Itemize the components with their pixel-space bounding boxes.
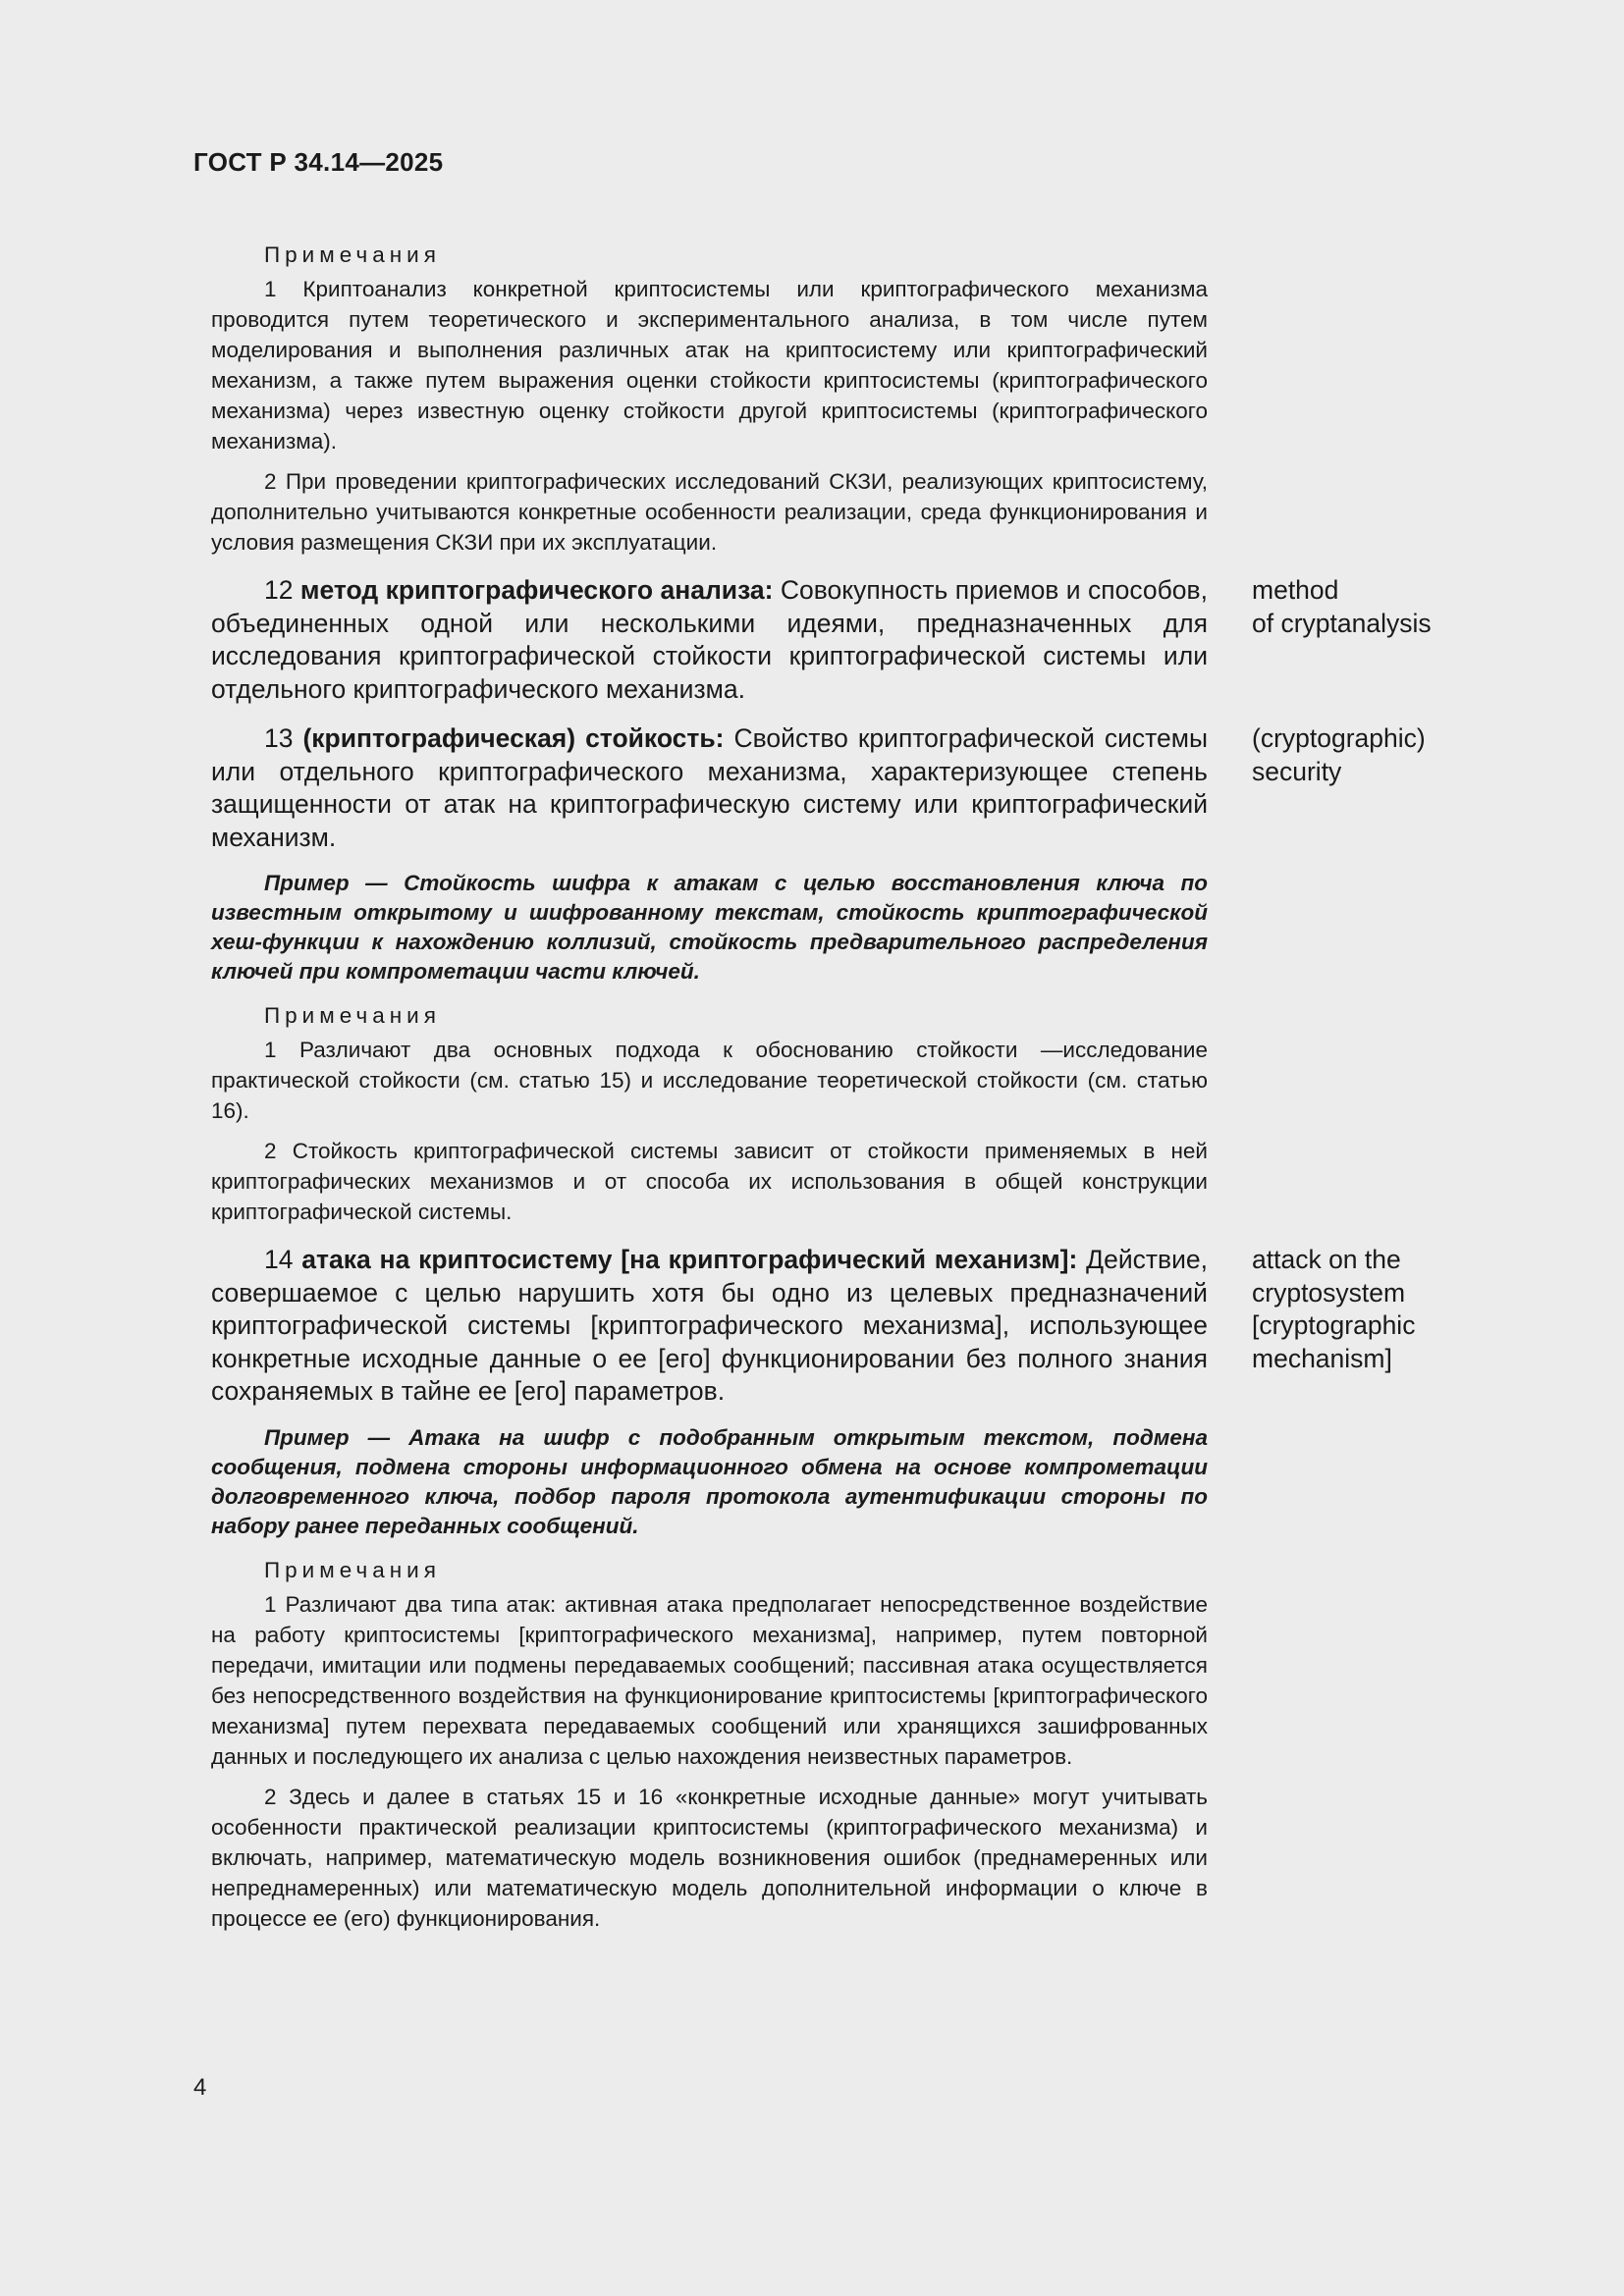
note-item: 1 Криптоанализ конкретной криптосистемы или криптографического механизма проводится путем теоретического и экспериментального анализа, в том числе путем моделирования и выполнения различных атак на криптосистему или криптографический механизм, а также путем выражения оценки стойкости криптосистемы (криптографического механизма) через известную оценку стойкости другой криптосистемы (криптографического механизма).	[211, 277, 1208, 454]
term-paragraph	[211, 1244, 1208, 1409]
english-equivalent	[1252, 1244, 1488, 1375]
note-item: 2 При проведении криптографических исследований СКЗИ, реализующих криптосистему, дополнительно учитываются конкретные особенности реализации, среда функционирования и условия размещения СКЗИ при их эксплуатации.	[211, 469, 1208, 555]
english-line: (cryptographic)	[1252, 723, 1426, 753]
term-entry-12	[211, 574, 1432, 706]
english-equivalent	[1252, 722, 1488, 788]
term-number: 13	[264, 723, 294, 753]
term-paragraph	[211, 574, 1208, 706]
english-line: method	[1252, 575, 1339, 605]
term-definition: Совокупность приемов и способов, объединенных одной или несколькими идеями, предназначенных для исследования криптографической стойкости криптографической системы или отдельного криптографического механизма.	[211, 575, 1208, 704]
notes-heading: Примечания	[264, 1003, 441, 1028]
page-number: 4	[193, 2074, 207, 2101]
term-entry-14	[211, 1244, 1416, 1409]
english-line: attack on the	[1252, 1245, 1401, 1274]
term-entry-13	[211, 722, 1426, 854]
note-item: 1 Различают два типа атак: активная атака предполагает непосредственное воздействие на работу криптосистемы [криптографического механизма], например, путем повторной передачи, имитации или подмены передаваемых сообщений; пассивная атака осуществляется без непосредственного воздействия на функционирование криптосистемы [криптографического механизма] путем перехвата передаваемых сообщений или хранящихся зашифрованных данных и последующего их анализа с целью нахождения неизвестных параметров.	[211, 1591, 1208, 1769]
note-item: 1 Различают два основных подхода к обоснованию стойкости —исследование практической стойкости (см. статью 15) и исследование теоретической стойкости (см. статью 16).	[211, 1038, 1208, 1123]
term-name: метод криптографического анализа:	[299, 575, 774, 605]
english-line: [cryptographic	[1252, 1310, 1416, 1340]
english-equivalent	[1252, 574, 1488, 640]
document-body	[211, 240, 1432, 1934]
english-line: cryptosystem	[1252, 1277, 1406, 1308]
notes-section	[211, 1000, 1208, 1227]
term-name: (криптографическая) стойкость:	[302, 723, 725, 753]
notes-section	[211, 240, 1208, 558]
term-name: атака на криптосистему [на криптографический механизм]:	[301, 1245, 1078, 1274]
term-number: 14	[264, 1245, 294, 1274]
term-definition: Свойство криптографической системы или отдельного криптографического механизма, характеризующее степень защищенности от атак на криптографическую систему или криптографический механизм.	[211, 723, 1208, 852]
example-text: Пример — Стойкость шифра к атакам с целью восстановления ключа по известным открытому и шифрованному текстам, стойкость криптографической хеш-функции к нахождению коллизий, стойкость предварительного распределения ключей при компрометации части ключей.	[211, 871, 1208, 984]
document-header: ГОСТ Р 34.14—2025	[193, 147, 444, 177]
notes-section	[211, 1555, 1208, 1934]
note-item: 2 Здесь и далее в статьях 15 и 16 «конкретные исходные данные» могут учитывать особенности практической реализации криптосистемы (криптографического механизма) и включать, например, математическую модель возникновения ошибок (преднамеренных или непреднамеренных) или математическую модель дополнительной информации о ключе в процессе ее (его) функционирования.	[211, 1784, 1208, 1931]
notes-heading: Примечания	[264, 1557, 441, 1582]
term-definition: Действие, совершаемое с целью нарушить хотя бы одно из целевых предназначений криптографической системы [криптографического механизма], использующее конкретные исходные данные о ее [его] функционировании без полного знания сохраняемых в тайне ее [его] параметров.	[211, 1245, 1208, 1406]
notes-heading: Примечания	[264, 242, 441, 267]
term-paragraph	[211, 722, 1208, 854]
english-line: mechanism]	[1252, 1343, 1392, 1373]
english-line: security	[1252, 756, 1342, 786]
example-text: Пример — Атака на шифр с подобранным открытым текстом, подмена сообщения, подмена стороны информационного обмена на основе компрометации долговременного ключа, подбор пароля протокола аутентификации стороны по набору ранее переданных сообщений.	[211, 1424, 1208, 1538]
term-number: 12	[264, 575, 294, 605]
note-item: 2 Стойкость криптографической системы зависит от стойкости применяемых в ней криптографических механизмов и от способа их использования в общей конструкции криптографической системы.	[211, 1139, 1208, 1224]
english-line: of cryptanalysis	[1252, 608, 1432, 638]
